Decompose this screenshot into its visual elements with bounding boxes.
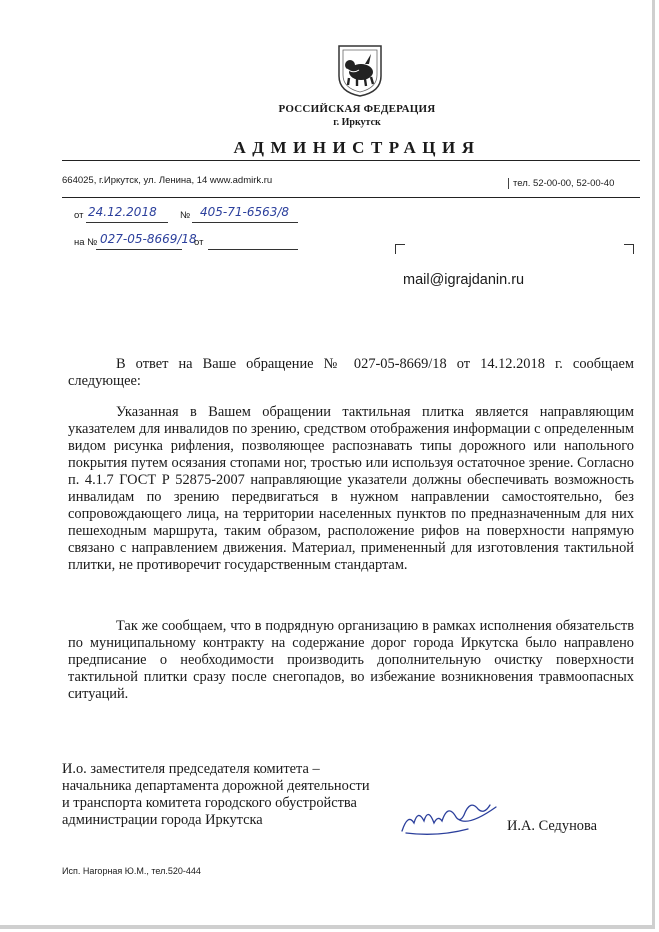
signer-name: И.А. Седунова bbox=[507, 818, 597, 834]
date-underline bbox=[86, 222, 168, 223]
reply-number: 027-05-8669/18 bbox=[100, 232, 197, 246]
number-label: № bbox=[180, 210, 191, 221]
paragraph-tactile-tile: Указанная в Вашем обращении тактильная плитка является направляющим указателем для инвалидов по зрению, средством отображения информации с определенным видом рисунка рифления, позволяющее распознавать типы дорожного или напольного покрытия путем осязания стопами ног, тростью или используя остаточное зрение. Согласно п. 4.1.7 ГОСТ Р 52875-2007 направляющие указатели должны обеспечивать возможность инвалидам по зрению передвигаться в нужном направлении самостоятельно, без сопровождающего лица, на территории населенных пунктов по предназначенным для них пешеходным маршрута, таким образом, расположение рифов на поверхности напрямую связано с направлением движения. Материал, примененный для изготовления тактильной плитки, не противоречит государственным стандартам. bbox=[68, 404, 634, 573]
coat-of-arms-icon bbox=[335, 42, 385, 98]
letter-date: 24.12.2018 bbox=[88, 205, 157, 219]
reply-date-underline bbox=[208, 249, 298, 250]
executor-info: Исп. Нагорная Ю.М., тел.520-444 bbox=[62, 866, 201, 876]
number-underline bbox=[192, 222, 298, 223]
address-corner-left bbox=[395, 244, 405, 254]
country-name: РОССИЙСКАЯ ФЕДЕРАЦИЯ bbox=[278, 103, 436, 115]
paragraph-contractor: Так же сообщаем, что в подрядную организацию в рамках исполнения обязательств по муниципальному контракту на содержание дорог города Иркутска было направлено предписание о необходимости производить дополнительную очистку поверхности тактильной плитки сразу после снегопадов, во избежание возникновения травмоопасных ситуаций. bbox=[68, 618, 634, 702]
signer-position-line: и транспорта комитета городского обустройства bbox=[62, 795, 357, 811]
address-corner-right bbox=[624, 244, 634, 254]
header-divider-bottom bbox=[62, 197, 640, 198]
letter-number: 405-71-6563/8 bbox=[200, 205, 290, 219]
date-label: от bbox=[74, 210, 84, 221]
reply-number-label: на № bbox=[74, 237, 98, 248]
header-divider-top bbox=[62, 160, 640, 161]
city-name: г. Иркутск bbox=[333, 117, 381, 128]
handwritten-signature-icon bbox=[398, 793, 502, 839]
organization-phone: тел. 52-00-00, 52-00-40 bbox=[508, 178, 614, 189]
organization-address: 664025, г.Иркутск, ул. Ленина, 14 www.admirk.ru bbox=[62, 175, 273, 186]
paragraph-intro: В ответ на Ваше обращение № 027-05-8669/18 от 14.12.2018 г. сообщаем следующее: bbox=[68, 356, 634, 389]
signer-position bbox=[62, 761, 370, 829]
reply-number-underline bbox=[96, 249, 182, 250]
recipient-email: mail@igrajdanin.ru bbox=[403, 272, 525, 288]
reply-date-label: от bbox=[194, 237, 204, 248]
signer-position-line: И.о. заместителя председателя комитета – bbox=[62, 761, 320, 777]
signer-position-line: администрации города Иркутска bbox=[62, 812, 263, 828]
organization-title: АДМИНИСТРАЦИЯ bbox=[233, 138, 481, 157]
signer-position-line: начальника департамента дорожной деятельности bbox=[62, 778, 370, 794]
